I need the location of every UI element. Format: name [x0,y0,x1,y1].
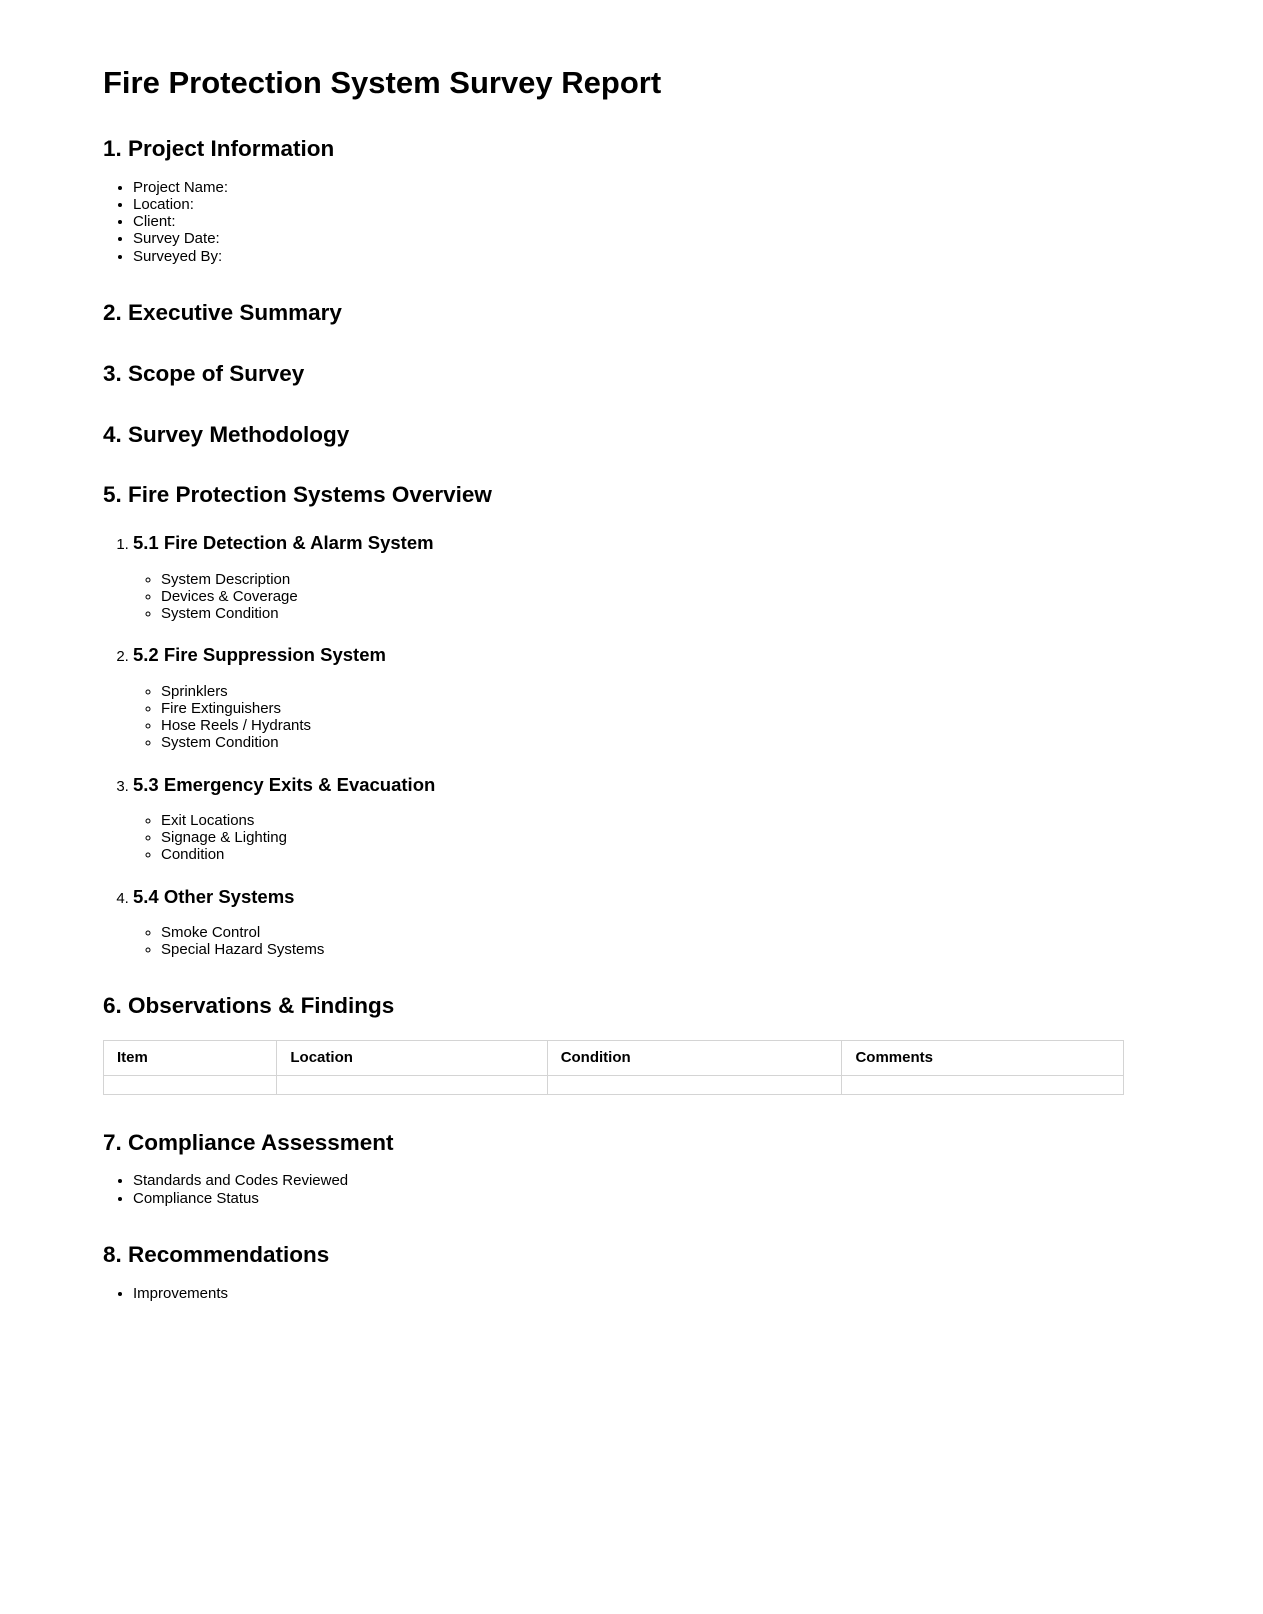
section-heading-recommendations: 8. Recommendations [103,1241,330,1267]
list-item: ◦ Smoke Control [161,924,1124,941]
table-header-row [104,1041,1124,1075]
page-title: Fire Protection System Survey Report [103,65,662,100]
subsection-bullet-list [133,924,1124,959]
table-cell [547,1075,842,1094]
section-heading-executive-summary: 2. Executive Summary [103,299,342,325]
project-information-list [103,179,1124,265]
list-item: ◦ System Condition [161,605,1124,622]
list-item: • Project Name: [133,179,1124,196]
table-header-condition: Condition [547,1041,842,1075]
list-item: • Client: [133,213,1124,230]
list-item: ◦ Condition [161,846,1124,863]
subsection-bullet-list [133,683,1124,752]
list-item: ◦ System Condition [161,734,1124,751]
list-item: ◦ Hose Reels / Hydrants [161,717,1124,734]
table-cell [104,1075,277,1094]
subsection-fire-detection [133,532,1124,622]
table-cell [842,1075,1124,1094]
list-item: • Compliance Status [133,1190,1124,1207]
list-item: ◦ Special Hazard Systems [161,941,1124,958]
section-heading-systems-overview: 5. Fire Protection Systems Overview [103,482,492,508]
subsection-bullet-list [133,571,1124,623]
subsection-heading: 4. 5.4 Other Systems [133,885,295,907]
list-item: ◦ Fire Extinguishers [161,700,1124,717]
section-heading-survey-methodology: 4. Survey Methodology [103,421,350,447]
list-item: ◦ Signage & Lighting [161,829,1124,846]
table-header-location: Location [277,1041,547,1075]
recommendations-list [103,1285,1124,1302]
section-heading-observations-findings: 6. Observations & Findings [103,993,395,1019]
list-item: ◦ Sprinklers [161,683,1124,700]
section-heading-scope-of-survey: 3. Scope of Survey [103,360,305,386]
subsection-bullet-list [133,812,1124,864]
subsection-heading: 1. 5.1 Fire Detection & Alarm System [133,532,434,554]
list-item: • Surveyed By: [133,248,1124,265]
section-heading-project-information: 1. Project Information [103,135,335,161]
list-item: • Location: [133,196,1124,213]
subsection-other-systems [133,886,1124,959]
subsection-fire-suppression [133,644,1124,751]
table-row [104,1075,1124,1094]
list-item: • Improvements [133,1285,1124,1302]
table-header-comments: Comments [842,1041,1124,1075]
table-cell [277,1075,547,1094]
list-item: ◦ Exit Locations [161,812,1124,829]
table-header-item: Item [104,1041,277,1075]
observations-table [103,1040,1124,1094]
list-item: ◦ System Description [161,571,1124,588]
subsection-emergency-exits [133,774,1124,864]
section-heading-compliance-assessment: 7. Compliance Assessment [103,1129,394,1155]
subsection-list [103,532,1124,958]
list-item: ◦ Devices & Coverage [161,588,1124,605]
list-item: • Standards and Codes Reviewed [133,1172,1124,1189]
subsection-heading: 2. 5.2 Fire Suppression System [133,644,386,666]
list-item: • Survey Date: [133,230,1124,247]
subsection-heading: 3. 5.3 Emergency Exits & Evacuation [133,773,436,795]
compliance-list [103,1172,1124,1207]
